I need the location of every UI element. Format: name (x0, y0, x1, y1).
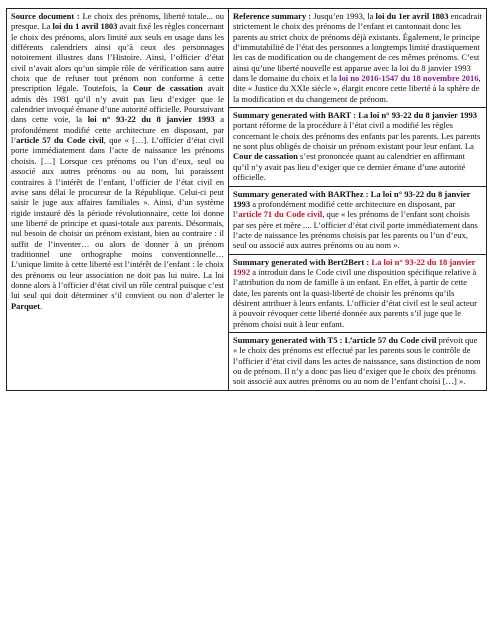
section-label: Source document : (11, 11, 80, 21)
barthez-summary-text (233, 189, 482, 251)
text-segment: portant réforme de la procédure à l’état civil a modifié les règles concernant le choix des prénoms des enfants par les parents. Les parents ne sont plus obligés de choisir un prénom existant pour leur enfant. La (233, 120, 481, 152)
highlighted-text: Cour de cassation (132, 83, 203, 94)
summary-comparison-table (6, 8, 487, 391)
text-segment: avait admis dès 1981 qu’il n’y avait pas lieu d’exiger que le calendrier invoqué émane d’une autorité officielle. Poursuivant dans cette voie, la (11, 83, 224, 125)
highlighted-text: article 71 du Code civil (238, 209, 323, 220)
text-segment: , dite « Justice du XXIe siècle », élargit encore cette liberté à la sphère de la modification et du changement de prénom. (233, 73, 481, 104)
text-segment: encadrait strictement le choix des prénoms de l’enfant et cantonnait donc les parents au strict choix de prénoms déjà existants. Également, le principe d’immutabilité de l’état des personnes a longtemps limité drastiquement les cas de modification ou de changement de ces mêmes prénoms. C’est ainsi qu’une liberté nouvelle est apparue avec la loi du 8 janvier 1993 dans le domaine du choix et la (233, 11, 482, 84)
text-segment: a profondément modifié cette architecture en disposant, par l’ (233, 198, 456, 220)
barthez-summary-cell (229, 186, 487, 254)
text-segment: , que « […]. L’officier d’état civil porte immédiatement dans l’acte de naissance les prénoms choisis. […] Lorsque ces prénoms ou l’un d’eux, seul ou associé aux autres prénoms ou au nom, lui paraissent contraires à l’intérêt de l’enfant, l’officier de l’état civil en avise sans délai le procureur de la République. Celui-ci peut saisir le juge aux affaires familiales ». Ainsi, d’un système rigide instauré dès la période révolutionnaire, cette loi donne une liberté de principe et quasi-totale aux parents. Désormais, nul besoin de choisir un prénom existant, bien au contraire : il suffit de l’inventer… ou alors de donner à un prénom traditionnel une orthographe moins conventionnelle… L’unique limite à cette liberté est l’intérêt de l’enfant : le choix des prénoms ou leur association ne doit pas lui nuire. La loi donne alors à l’officier d’état civil un rôle central puisque c’est lui seul qui doit déterminer s’il convient ou non d’alerter le (11, 135, 224, 301)
reference-summary-cell (229, 9, 487, 108)
t5-summary-cell (229, 332, 487, 390)
highlighted-text: article 57 du Code civil (16, 135, 104, 146)
text-segment: a profondément modifié cette architecture en disposant, par l’ (11, 114, 224, 146)
text-segment: a introduit dans le Code civil une disposition spécifique relative à l’attribution du nom de famille à un enfant. En effet, à partir de cette date, les parents ont la quasi-liberté de choisir les prénoms qu’ils désirent attribuer à leurs enfants. L’officier d’état civil est le seul acteur à pouvoir révoquer cette liberté donnée aux parents s’il juge que le prénom choisi nuit à leur enfant. (233, 266, 477, 329)
bart-summary-text (233, 110, 482, 182)
bert2bert-summary-cell (229, 254, 487, 332)
highlighted-text: La loi n° 93-22 du 8 janvier 1993 (358, 110, 478, 121)
t5-summary-text (233, 335, 482, 387)
highlighted-text: La loi n° 93-22 du 18 janvier 1992 (233, 256, 476, 277)
section-label: Reference summary : (233, 11, 312, 21)
text-segment: s’est prononcée quant au calendrier en affirmant qu’il n’y avait pas lieu d’exiger que ce dernier émane d’une autorité officielle. (233, 151, 466, 183)
highlighted-text: loi du 1er avril 1803 (375, 11, 449, 21)
text-segment: avait fixé les règles concernant le choix des prénoms, alors limité aux seuls en usage dans les différents calendriers ainsi qu’à ceux des personnages notoirement illustres dans l’Histoire. Ainsi, l’officier d’état civil n’avait alors qu’un simple rôle de vérification sans autre choix que de refuser tout prénom non conforme à cette prescription légale. Toutefois, la (11, 21, 224, 94)
text-segment: . (39, 300, 43, 311)
highlighted-text: La loi n° 93-22 du 8 janvier 1993 (233, 188, 471, 209)
section-label: Summary generated with BART : (233, 110, 356, 121)
highlighted-text: L’article 57 du Code civil (344, 334, 437, 345)
highlighted-text: loi du 1 avril 1803 (52, 21, 118, 32)
text-segment: prévoit que « le choix des prénoms est effectué par les parents sous le contrôle de l’officier d’état civil dans les actes de naissance, sans distinction de nom ou de prénom. Il n’y a donc pas lieu d’exiger que le choix des prénoms soit associé aux autres prénoms ou au nom de l’enfant choisi […] ». (233, 334, 481, 387)
highlighted-text: Cour de cassation (233, 151, 298, 162)
section-label: Summary generated with T5 : (233, 334, 343, 345)
reference-summary-text (233, 11, 482, 104)
text-segment: Le choix des prénoms, liberté totale... ou presque. La (11, 11, 224, 32)
text-segment: , que « les prénoms de l’enfant sont choisis par ses père et mère .... L’officier d’état civil porte immédiatement dans l’acte de naissance les prénoms choisis par les parents ou l’un d’eux, seul ou associé aux autres prénoms ou au nom ». (233, 209, 478, 251)
text-segment: Jusqu’en 1993, la (311, 11, 376, 21)
bert2bert-summary-text (233, 257, 482, 329)
section-label: Summary generated with BARThez : (233, 188, 369, 199)
source-document-cell (7, 9, 229, 391)
section-label: Summary generated with Bert2Bert : (233, 256, 370, 267)
highlighted-text: Parquet (11, 300, 40, 311)
highlighted-text: loi no 2016-1547 du 18 novembre 2016 (339, 73, 479, 84)
highlighted-text: loi n° 93-22 du 8 janvier 1993 (87, 114, 215, 125)
bart-summary-cell (229, 108, 487, 186)
source-document-text (11, 11, 224, 311)
